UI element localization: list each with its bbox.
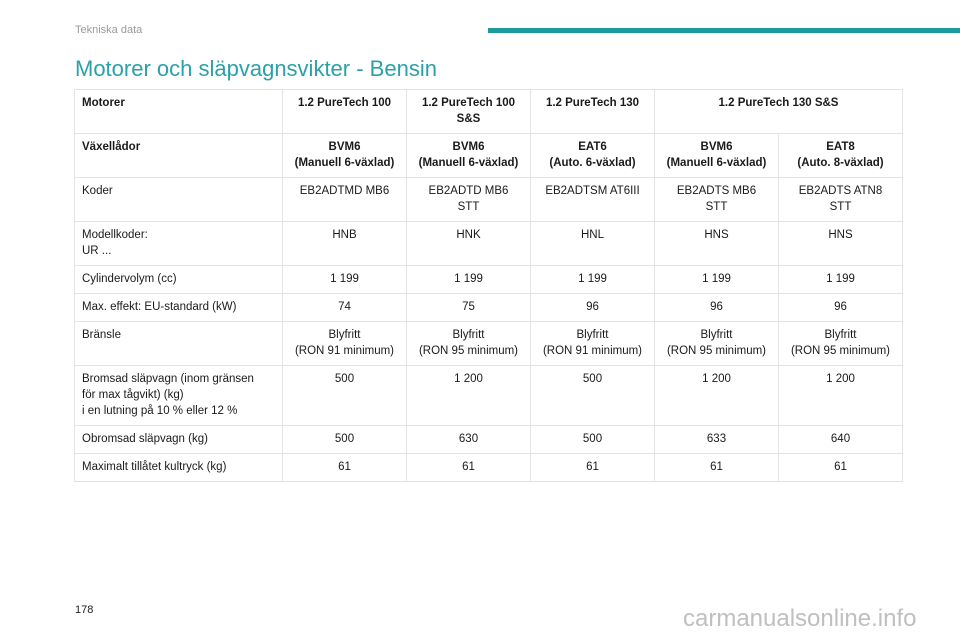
table-cell: 1 199	[283, 266, 407, 294]
table-row	[75, 366, 903, 426]
table-cell: 630	[407, 426, 531, 454]
table-cell: BVM6 (Manuell 6-växlad)	[407, 134, 531, 178]
table-cell: EB2ADTD MB6 STT	[407, 178, 531, 222]
table-cell: 61	[779, 454, 903, 482]
table-row	[75, 294, 903, 322]
engine-group-header: 1.2 PureTech 130	[531, 90, 655, 134]
table-cell: HNS	[779, 222, 903, 266]
table-cell: 500	[283, 426, 407, 454]
table-cell: 96	[655, 294, 779, 322]
table-row	[75, 426, 903, 454]
row-label: Bränsle	[75, 322, 283, 366]
table-cell: 61	[407, 454, 531, 482]
table-cell: 633	[655, 426, 779, 454]
table-row	[75, 322, 903, 366]
row-label: Växellådor	[75, 134, 283, 178]
header-accent-bar	[488, 28, 960, 33]
engine-group-header: 1.2 PureTech 130 S&S	[655, 90, 903, 134]
table-header-row	[75, 90, 903, 134]
table-cell: EB2ADTS MB6 STT	[655, 178, 779, 222]
table-cell: 75	[407, 294, 531, 322]
row-label: Maximalt tillåtet kultryck (kg)	[75, 454, 283, 482]
table-cell: 61	[283, 454, 407, 482]
table-row	[75, 178, 903, 222]
table-cell: 1 200	[655, 366, 779, 426]
table-cell: EB2ADTSM AT6III	[531, 178, 655, 222]
table-cell: 500	[531, 366, 655, 426]
table-cell: EB2ADTMD MB6	[283, 178, 407, 222]
table-cell: HNS	[655, 222, 779, 266]
section-label: Tekniska data	[75, 24, 143, 36]
table-cell: Blyfritt (RON 91 minimum)	[283, 322, 407, 366]
table-cell: 1 199	[655, 266, 779, 294]
row-label: Max. effekt: EU-standard (kW)	[75, 294, 283, 322]
row-label: Cylindervolym (cc)	[75, 266, 283, 294]
row-label: Modellkoder: UR ...	[75, 222, 283, 266]
page-number: 178	[75, 604, 94, 616]
row-label: Bromsad släpvagn (inom gränsen för max tågvikt) (kg) i en lutning på 10 % eller 12 %	[75, 366, 283, 426]
row-label: Koder	[75, 178, 283, 222]
table-cell: 1 200	[407, 366, 531, 426]
header-cell-engines: Motorer	[75, 90, 283, 134]
spec-table	[74, 89, 903, 482]
table-cell: Blyfritt (RON 95 minimum)	[779, 322, 903, 366]
table-cell: BVM6 (Manuell 6-växlad)	[655, 134, 779, 178]
table-cell: EB2ADTS ATN8 STT	[779, 178, 903, 222]
table-cell: 500	[283, 366, 407, 426]
engine-group-header: 1.2 PureTech 100 S&S	[407, 90, 531, 134]
engine-group-header: 1.2 PureTech 100	[283, 90, 407, 134]
table-cell: BVM6 (Manuell 6-växlad)	[283, 134, 407, 178]
table-cell: HNB	[283, 222, 407, 266]
table-cell: Blyfritt (RON 95 minimum)	[655, 322, 779, 366]
table-cell: 1 199	[531, 266, 655, 294]
table-cell: 500	[531, 426, 655, 454]
table-row	[75, 266, 903, 294]
table-cell: 74	[283, 294, 407, 322]
table-row	[75, 134, 903, 178]
table-cell: EAT6 (Auto. 6-växlad)	[531, 134, 655, 178]
table-row	[75, 454, 903, 482]
table-cell: Blyfritt (RON 91 minimum)	[531, 322, 655, 366]
table-row	[75, 222, 903, 266]
table-cell: 96	[779, 294, 903, 322]
row-label: Obromsad släpvagn (kg)	[75, 426, 283, 454]
page-title: Motorer och släpvagnsvikter - Bensin	[75, 56, 437, 81]
table-cell: 61	[655, 454, 779, 482]
table-cell: HNK	[407, 222, 531, 266]
table-cell: 1 199	[407, 266, 531, 294]
table-cell: Blyfritt (RON 95 minimum)	[407, 322, 531, 366]
table-cell: 61	[531, 454, 655, 482]
table-cell: 640	[779, 426, 903, 454]
table-cell: 1 200	[779, 366, 903, 426]
watermark: carmanualsonline.info	[683, 605, 917, 632]
table-cell: 96	[531, 294, 655, 322]
table-cell: EAT8 (Auto. 8-växlad)	[779, 134, 903, 178]
table-cell: 1 199	[779, 266, 903, 294]
table-cell: HNL	[531, 222, 655, 266]
